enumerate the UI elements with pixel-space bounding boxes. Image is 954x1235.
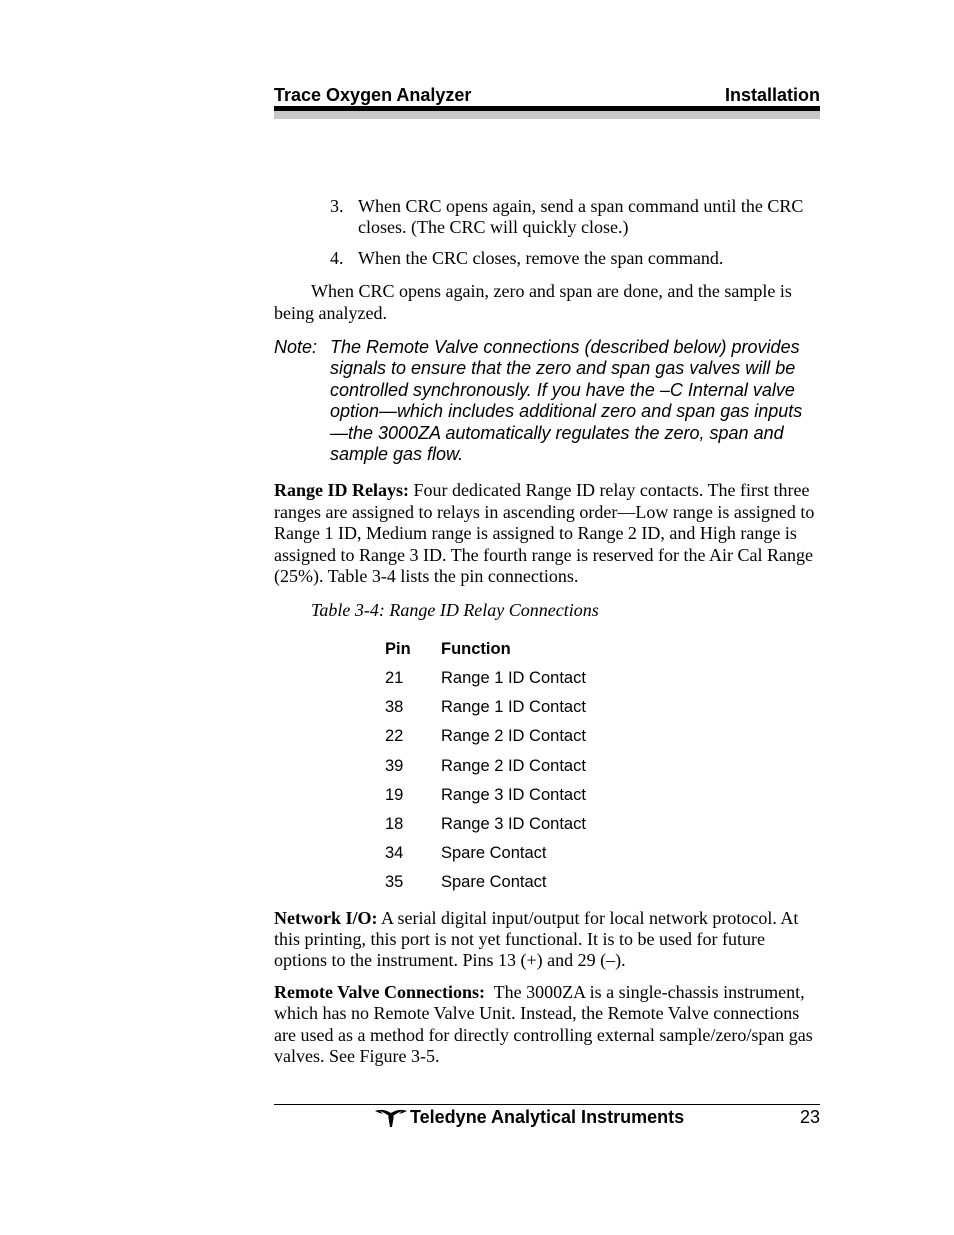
paragraph-analysis-done: When CRC opens again, zero and span are done, and the sample is being analyzed.: [274, 281, 792, 323]
function-cell: Range 2 ID Contact: [441, 727, 586, 746]
page-body: [274, 196, 820, 1067]
header-rule-shadow: [274, 111, 820, 119]
table-row: [385, 693, 586, 722]
remote-valve-title: Remote Valve Connections:: [274, 981, 485, 1002]
function-cell: Range 1 ID Contact: [441, 698, 586, 717]
network-io-title: Network I/O:: [274, 907, 378, 928]
column-header-function: Function: [441, 639, 511, 658]
step-text: When CRC opens again, send a span command until the CRC closes. (The CRC will quickly close.): [358, 196, 804, 238]
list-item: [274, 196, 820, 239]
footer-rule: [274, 1104, 820, 1105]
function-cell: Range 1 ID Contact: [441, 668, 586, 687]
network-io-paragraph: [274, 908, 820, 972]
range-id-paragraph: [274, 480, 820, 587]
step-number: 4.: [330, 247, 344, 268]
list-item: [274, 248, 820, 269]
table-row: [385, 752, 586, 781]
column-header-pin: Pin: [385, 639, 411, 658]
pin-cell: 34: [385, 844, 404, 863]
pin-cell: 38: [385, 698, 404, 717]
function-cell: Spare Contact: [441, 844, 547, 863]
function-cell: Range 2 ID Contact: [441, 756, 586, 775]
table-header-row: [385, 635, 586, 664]
note-text: The Remote Valve connections (described below) provides signals to ensure that the zero and span gas valves will be controlled synchronously. If you have the –C Internal valve option—which includes additional zero and span gas inputs—the 3000ZA automatically regulates the zero, span and sample gas flow.: [330, 337, 803, 465]
table-row: [385, 868, 586, 897]
pin-cell: 22: [385, 727, 404, 746]
function-cell: Range 3 ID Contact: [441, 785, 586, 804]
remote-valve-text: The 3000ZA is a single-chassis instrument, which has no Remote Valve Unit. Instead, the Remote Valve connections are used as a method for directly controlling external sample/zero/span gas valves. See Figure 3-5.: [274, 981, 813, 1067]
teledyne-logo-icon: [374, 1108, 408, 1128]
header-title: Trace Oxygen Analyzer: [274, 85, 472, 105]
page-number: 23: [799, 1107, 820, 1127]
function-cell: Range 3 ID Contact: [441, 814, 586, 833]
header-section: Installation: [724, 85, 820, 105]
table-row: [385, 810, 586, 839]
pin-cell: 35: [385, 873, 404, 892]
note-block: [274, 337, 820, 465]
note-label: Note:: [274, 337, 318, 358]
pin-cell: 39: [385, 756, 404, 775]
step-list: [274, 196, 820, 269]
function-cell: Spare Contact: [441, 873, 547, 892]
remote-valve-paragraph: [274, 982, 820, 1068]
table-row: [385, 722, 586, 751]
pin-cell: 19: [385, 785, 404, 804]
range-id-table: [385, 635, 586, 898]
table-row: [385, 664, 586, 693]
step-text: When the CRC closes, remove the span command.: [358, 247, 724, 268]
table-row: [385, 839, 586, 868]
range-id-text: Four dedicated Range ID relay contacts. The first three ranges are assigned to relays in ascending order—Low range is assigned to Range 1 ID, Medium range is assigned to Range 2 ID, and High range is assigned to Range 3 ID. The fourth range is reserved for the Air Cal Range (25%). Table 3-4 lists the pin connections.: [274, 480, 815, 587]
network-io-text: A serial digital input/output for local network protocol. At this printing, this port is not yet functional. It is to be used for future options to the instrument. Pins 13 (+) and 29 (–).: [274, 907, 799, 971]
step-number: 3.: [330, 196, 344, 216]
table-row: [385, 781, 586, 810]
range-id-title: Range ID Relays:: [274, 480, 409, 501]
pin-cell: 21: [385, 668, 404, 687]
table-caption: Table 3-4: Range ID Relay Connections: [311, 599, 599, 620]
footer-company: Teledyne Analytical Instruments: [410, 1107, 685, 1127]
pin-cell: 18: [385, 814, 404, 833]
